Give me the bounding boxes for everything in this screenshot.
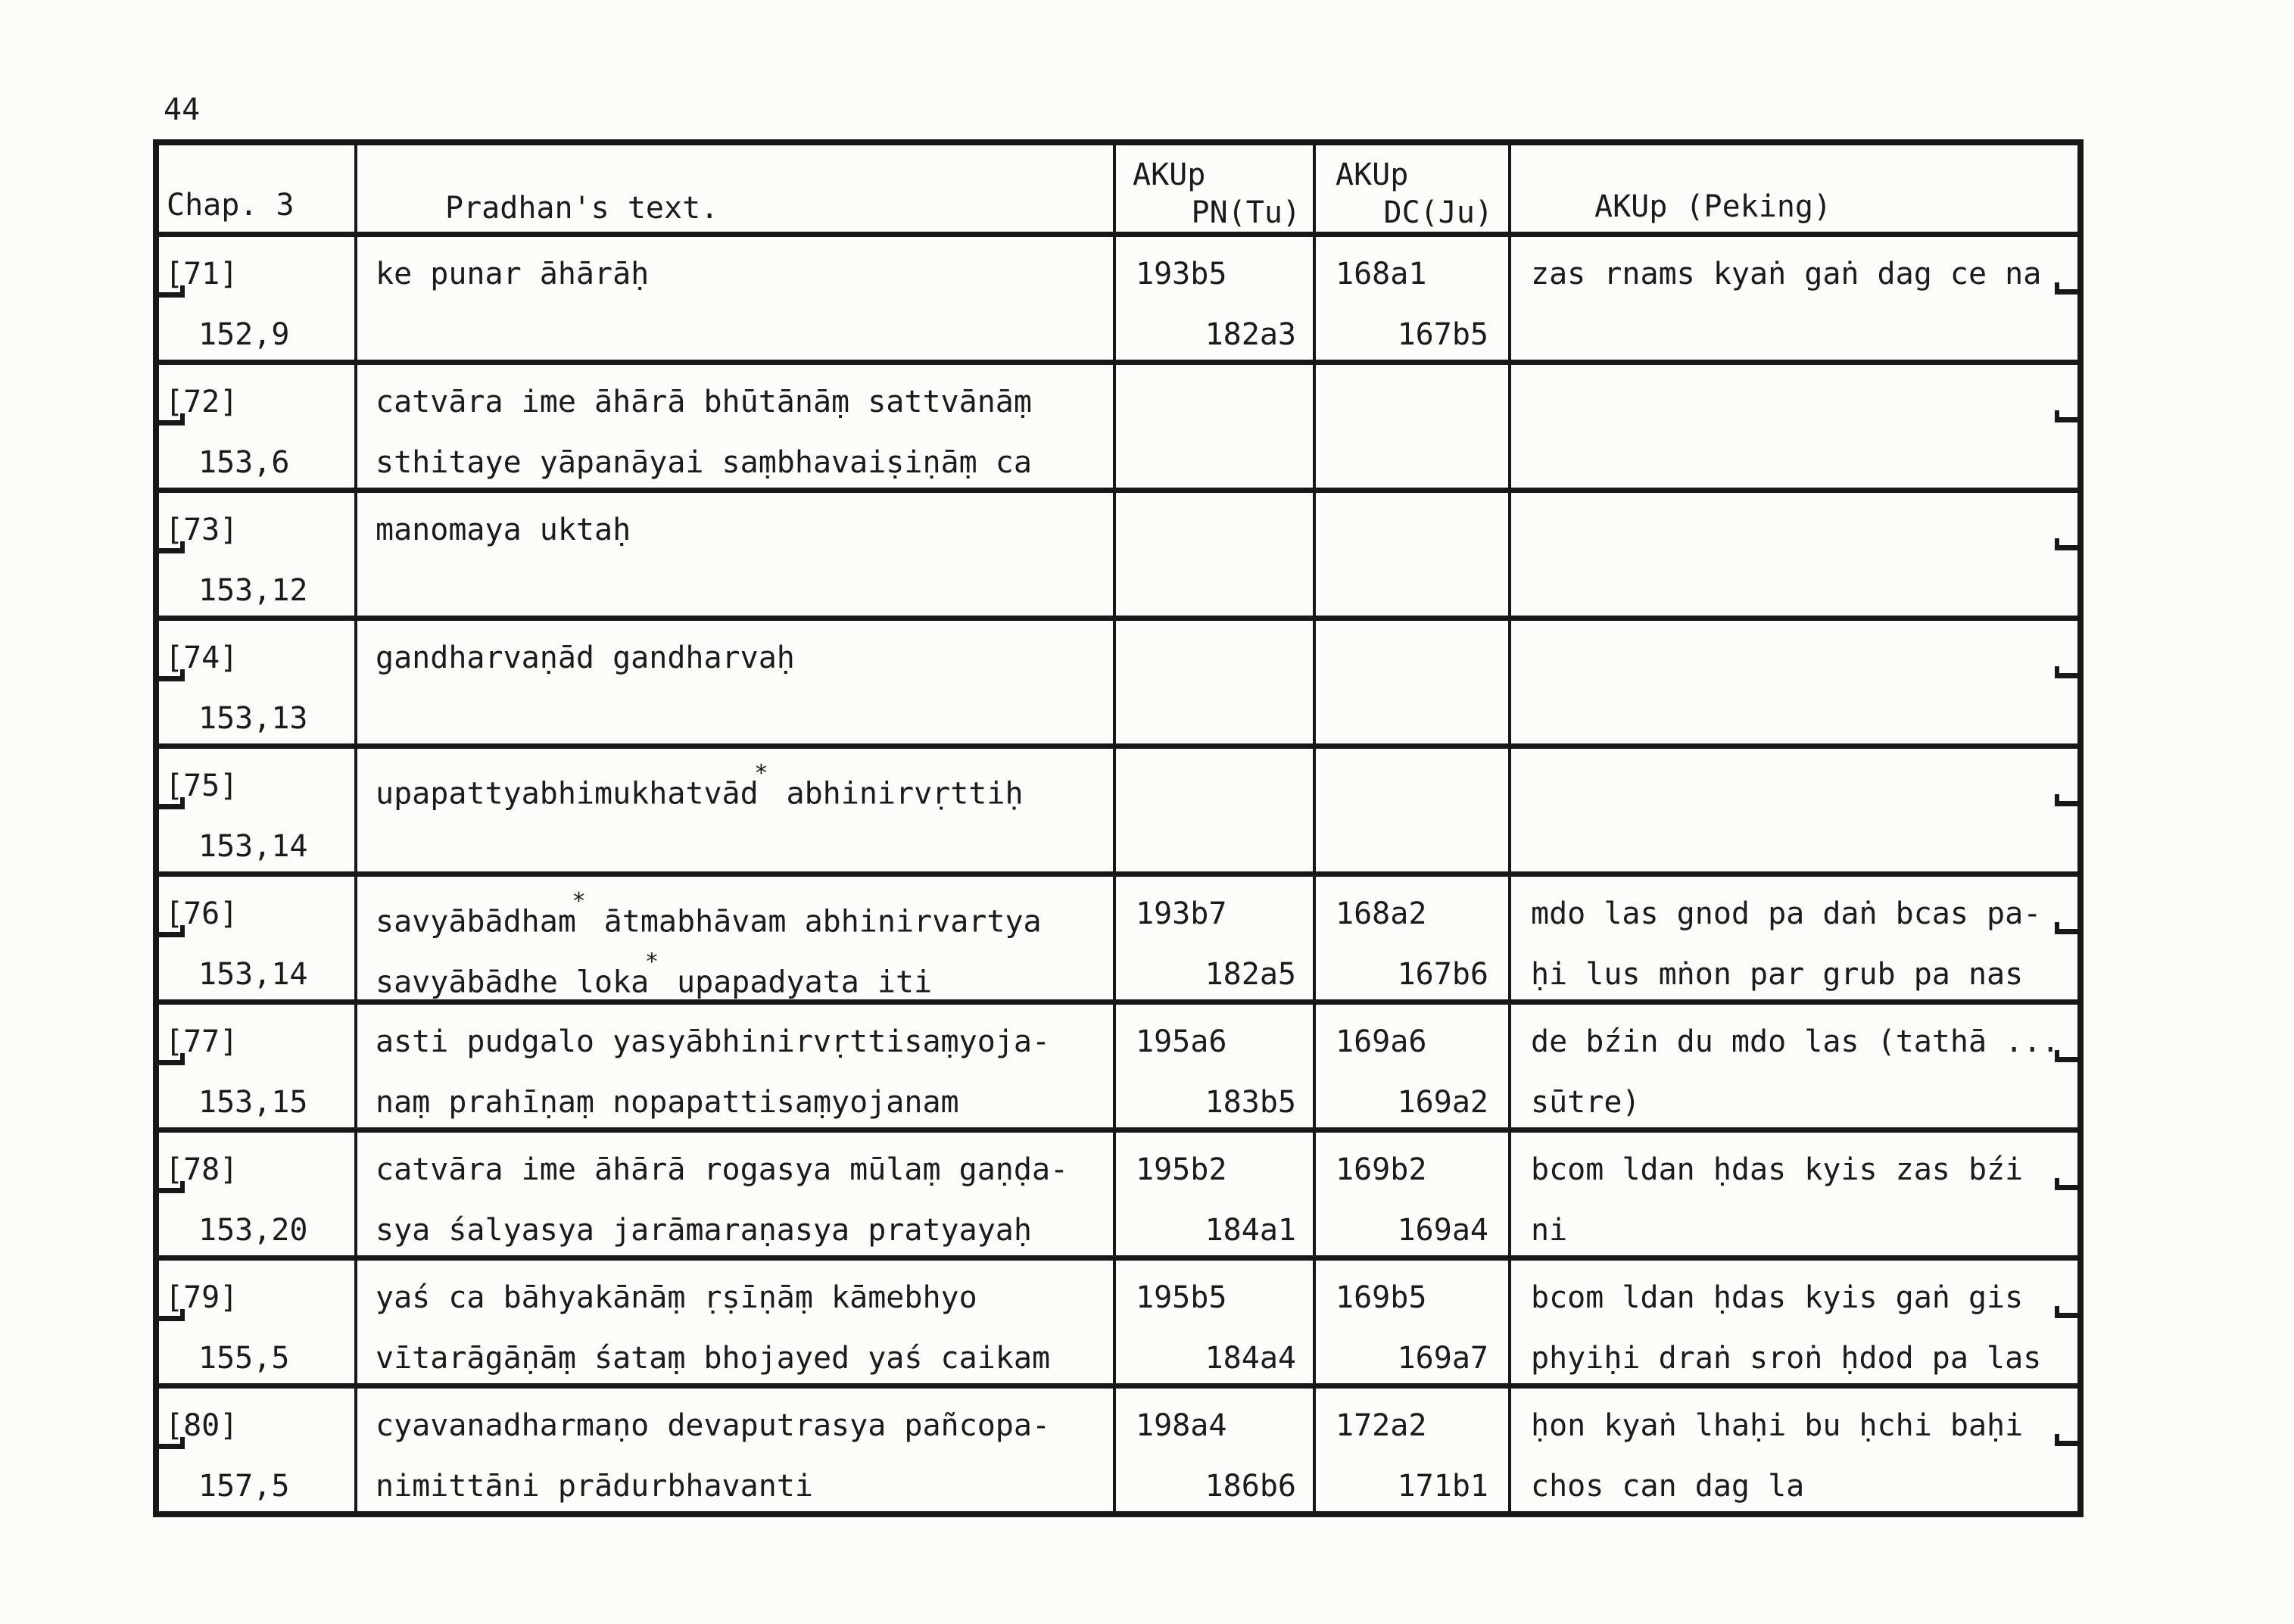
dc-cell bbox=[1313, 1133, 1508, 1255]
pn-cell bbox=[1113, 1133, 1313, 1255]
table-row bbox=[159, 616, 2077, 743]
chapter-cell bbox=[159, 621, 354, 743]
dc-cell bbox=[1313, 365, 1508, 488]
dc-cell bbox=[1313, 1005, 1508, 1127]
dc-folio-line2: 169a2 bbox=[1397, 1085, 1488, 1120]
half-bracket-right-icon bbox=[2055, 410, 2077, 422]
table-row bbox=[159, 1127, 2077, 1255]
peking-text-line1: bcom ldan ḥdas kyis zas bźi bbox=[1531, 1152, 2024, 1187]
dc-cell bbox=[1313, 493, 1508, 616]
pn-folio-line1: 193b5 bbox=[1136, 257, 1227, 291]
peking-text-line2: phyiḥi draṅ sroṅ ḥdod pa las bbox=[1531, 1341, 2042, 1376]
pradhan-text-line1: asti pudgalo yasyābhinirvṛttisaṃyoja- bbox=[376, 1024, 1051, 1059]
pradhan-text-line2: sya śalyasya jarāmaraṇasya pratyayaḥ bbox=[376, 1213, 1032, 1248]
half-bracket-right-icon bbox=[2055, 1306, 2077, 1318]
entry-number: [75] bbox=[165, 768, 238, 803]
dc-folio-line2: 167b6 bbox=[1397, 957, 1488, 992]
pradhan-text-line1: ke punar āhārāḥ bbox=[376, 257, 650, 291]
half-bracket-left-icon bbox=[159, 413, 185, 425]
peking-cell bbox=[1508, 493, 2077, 616]
entry-number: [77] bbox=[165, 1024, 238, 1059]
entry-number: [71] bbox=[165, 257, 238, 291]
pn-cell bbox=[1113, 1261, 1313, 1383]
pradhan-cell bbox=[354, 493, 1113, 616]
table-row bbox=[159, 999, 2077, 1127]
table-row bbox=[159, 871, 2077, 999]
pradhan-text-line2: vītarāgāṇāṃ śataṃ bhojayed yaś caikam bbox=[376, 1341, 1051, 1376]
chapter-page-line-ref: 153,12 bbox=[198, 573, 308, 608]
chapter-cell bbox=[159, 1133, 354, 1255]
pn-cell bbox=[1113, 621, 1313, 743]
pradhan-text-line1: gandharvaṇād gandharvaḥ bbox=[376, 641, 795, 675]
peking-cell bbox=[1508, 1389, 2077, 1511]
pn-folio-line2: 182a5 bbox=[1205, 957, 1296, 992]
chapter-cell bbox=[159, 493, 354, 616]
half-bracket-right-icon bbox=[2055, 1434, 2077, 1446]
chapter-cell bbox=[159, 1389, 354, 1511]
table-row bbox=[159, 488, 2077, 616]
half-bracket-left-icon bbox=[159, 1437, 185, 1449]
pn-cell bbox=[1113, 749, 1313, 871]
pradhan-text-line1: manomaya uktaḥ bbox=[376, 513, 631, 547]
peking-text-line1: de bźin du mdo las (tathā ... bbox=[1531, 1024, 2060, 1059]
entry-number: [74] bbox=[165, 641, 238, 675]
pradhan-text-line1: yaś ca bāhyakānāṃ ṛṣīṇāṃ kāmebhyo bbox=[376, 1280, 977, 1315]
peking-cell bbox=[1508, 1133, 2077, 1255]
pn-cell bbox=[1113, 1005, 1313, 1127]
pn-folio-line1: 193b7 bbox=[1136, 896, 1227, 931]
half-bracket-left-icon bbox=[159, 1309, 185, 1321]
entry-number: [80] bbox=[165, 1408, 238, 1443]
pradhan-cell bbox=[354, 621, 1113, 743]
dc-folio-line1: 169b5 bbox=[1336, 1280, 1427, 1315]
peking-text-line1: bcom ldan ḥdas kyis gaṅ gis bbox=[1531, 1280, 2024, 1315]
dc-cell bbox=[1313, 621, 1508, 743]
half-bracket-left-icon bbox=[159, 1053, 185, 1065]
half-bracket-right-icon bbox=[2055, 922, 2077, 934]
pn-folio-line1: 195b2 bbox=[1136, 1152, 1227, 1187]
pn-folio-line2: 182a3 bbox=[1205, 317, 1296, 352]
peking-text-line2: sūtre) bbox=[1531, 1085, 1641, 1120]
header-chapter-cell bbox=[159, 145, 354, 232]
chapter-page-line-ref: 153,15 bbox=[198, 1085, 308, 1120]
half-bracket-left-icon bbox=[159, 797, 185, 809]
header-pn-label-line1: AKUp bbox=[1133, 157, 1206, 192]
pn-cell bbox=[1113, 237, 1313, 360]
pn-folio-line1: 195b5 bbox=[1136, 1280, 1227, 1315]
pradhan-text-line1: catvāra ime āhārā bhūtānāṃ sattvānāṃ bbox=[376, 385, 1032, 419]
chapter-page-line-ref: 153,14 bbox=[198, 829, 308, 864]
chapter-cell bbox=[159, 1005, 354, 1127]
peking-text-line2: ḥi lus mṅon par grub pa nas bbox=[1531, 957, 2024, 992]
chapter-page-line-ref: 155,5 bbox=[198, 1341, 290, 1376]
dc-folio-line2: 171b1 bbox=[1397, 1469, 1488, 1504]
half-bracket-left-icon bbox=[159, 541, 185, 553]
header-chapter-label: Chap. 3 bbox=[167, 188, 295, 223]
pradhan-text-line1: cyavanadharmaṇo devaputrasya pañcopa- bbox=[376, 1408, 1051, 1443]
pn-folio-line2: 184a1 bbox=[1205, 1213, 1296, 1248]
peking-cell bbox=[1508, 365, 2077, 488]
half-bracket-right-icon bbox=[2055, 1050, 2077, 1062]
half-bracket-right-icon bbox=[2055, 794, 2077, 806]
header-pradhan-label: Pradhan's text. bbox=[445, 191, 719, 226]
chapter-page-line-ref: 153,13 bbox=[198, 701, 308, 736]
pradhan-cell bbox=[354, 365, 1113, 488]
table-row bbox=[159, 743, 2077, 871]
pradhan-text-line2: savyābādhe loka* upapadyata iti bbox=[376, 948, 933, 1000]
chapter-page-line-ref: 153,14 bbox=[198, 957, 308, 992]
pradhan-cell bbox=[354, 1005, 1113, 1127]
half-bracket-left-icon bbox=[159, 1181, 185, 1193]
peking-cell bbox=[1508, 749, 2077, 871]
pradhan-cell bbox=[354, 237, 1113, 360]
pn-folio-line2: 186b6 bbox=[1205, 1469, 1296, 1504]
pradhan-text-line1: upapattyabhimukhatvād* abhinirvṛttiḥ bbox=[376, 759, 1024, 812]
entry-number: [78] bbox=[165, 1152, 238, 1187]
dc-cell bbox=[1313, 237, 1508, 360]
peking-text-line2: ni bbox=[1531, 1213, 1568, 1248]
peking-text-line1: mdo las gnod pa daṅ bcas pa- bbox=[1531, 896, 2042, 931]
pn-folio-line2: 183b5 bbox=[1205, 1085, 1296, 1120]
pradhan-text-line2: sthitaye yāpanāyai saṃbhavaiṣiṇāṃ ca bbox=[376, 445, 1032, 480]
pradhan-text-line2: naṃ prahīṇaṃ nopapattisaṃyojanam bbox=[376, 1085, 959, 1120]
peking-cell bbox=[1508, 1261, 2077, 1383]
pn-folio-line1: 198a4 bbox=[1136, 1408, 1227, 1443]
header-dc-cell bbox=[1313, 145, 1508, 232]
dc-cell bbox=[1313, 1389, 1508, 1511]
header-pn-label-line2: PN(Tu) bbox=[1191, 195, 1301, 230]
peking-text-line2: chos can dag la bbox=[1531, 1469, 1805, 1504]
table-row bbox=[159, 232, 2077, 360]
dc-folio-line1: 172a2 bbox=[1336, 1408, 1427, 1443]
dc-folio-line2: 167b5 bbox=[1397, 317, 1488, 352]
table-header-row bbox=[159, 145, 2077, 232]
peking-cell bbox=[1508, 877, 2077, 999]
header-peking-label: AKUp (Peking) bbox=[1594, 189, 1832, 224]
pradhan-cell bbox=[354, 749, 1113, 871]
chapter-page-line-ref: 153,20 bbox=[198, 1213, 308, 1248]
pn-cell bbox=[1113, 493, 1313, 616]
pradhan-text-line1: savyābādham* ātmabhāvam abhinirvartya bbox=[376, 887, 1042, 940]
header-dc-label-line1: AKUp bbox=[1336, 157, 1409, 192]
pradhan-cell bbox=[354, 1261, 1113, 1383]
half-bracket-right-icon bbox=[2055, 282, 2077, 295]
concordance-table bbox=[153, 139, 2084, 1517]
dc-folio-line1: 168a2 bbox=[1336, 896, 1427, 931]
header-dc-label-line2: DC(Ju) bbox=[1383, 195, 1493, 230]
dc-folio-line2: 169a4 bbox=[1397, 1213, 1488, 1248]
page-number: 44 bbox=[164, 92, 201, 127]
dc-folio-line1: 169a6 bbox=[1336, 1024, 1427, 1059]
critical-asterisk-mark: * bbox=[644, 948, 659, 975]
peking-text-line1: ḥon kyaṅ lhaḥi bu ḥchi baḥi bbox=[1531, 1408, 2024, 1443]
dc-folio-line2: 169a7 bbox=[1397, 1341, 1488, 1376]
critical-asterisk-mark: * bbox=[572, 887, 586, 915]
peking-cell bbox=[1508, 621, 2077, 743]
pradhan-cell bbox=[354, 1133, 1113, 1255]
pn-folio-line2: 184a4 bbox=[1205, 1341, 1296, 1376]
pn-cell bbox=[1113, 1389, 1313, 1511]
chapter-page-line-ref: 152,9 bbox=[198, 317, 290, 352]
half-bracket-right-icon bbox=[2055, 666, 2077, 678]
table-row bbox=[159, 1255, 2077, 1383]
pradhan-cell bbox=[354, 877, 1113, 999]
half-bracket-left-icon bbox=[159, 669, 185, 681]
pn-cell bbox=[1113, 877, 1313, 999]
chapter-cell bbox=[159, 749, 354, 871]
pn-folio-line1: 195a6 bbox=[1136, 1024, 1227, 1059]
chapter-cell bbox=[159, 1261, 354, 1383]
peking-text-line1: zas rnams kyaṅ gaṅ dag ce na bbox=[1531, 257, 2042, 291]
chapter-cell bbox=[159, 237, 354, 360]
table-row bbox=[159, 1383, 2077, 1511]
header-pradhan-cell bbox=[354, 145, 1113, 232]
entry-number: [72] bbox=[165, 385, 238, 419]
entry-number: [79] bbox=[165, 1280, 238, 1315]
critical-asterisk-mark: * bbox=[754, 759, 768, 787]
half-bracket-left-icon bbox=[159, 285, 185, 298]
table-row bbox=[159, 360, 2077, 488]
dc-folio-line1: 168a1 bbox=[1336, 257, 1427, 291]
peking-cell bbox=[1508, 237, 2077, 360]
half-bracket-right-icon bbox=[2055, 1178, 2077, 1190]
dc-cell bbox=[1313, 749, 1508, 871]
half-bracket-left-icon bbox=[159, 925, 185, 937]
peking-cell bbox=[1508, 1005, 2077, 1127]
dc-cell bbox=[1313, 877, 1508, 999]
chapter-cell bbox=[159, 877, 354, 999]
pradhan-text-line1: catvāra ime āhārā rogasya mūlaṃ gaṇḍa- bbox=[376, 1152, 1069, 1187]
chapter-page-line-ref: 153,6 bbox=[198, 445, 290, 480]
half-bracket-right-icon bbox=[2055, 538, 2077, 550]
chapter-cell bbox=[159, 365, 354, 488]
pn-cell bbox=[1113, 365, 1313, 488]
header-pn-cell bbox=[1113, 145, 1313, 232]
pradhan-cell bbox=[354, 1389, 1113, 1511]
header-peking-cell bbox=[1508, 145, 2077, 232]
dc-folio-line1: 169b2 bbox=[1336, 1152, 1427, 1187]
dc-cell bbox=[1313, 1261, 1508, 1383]
entry-number: [76] bbox=[165, 896, 238, 931]
chapter-page-line-ref: 157,5 bbox=[198, 1469, 290, 1504]
entry-number: [73] bbox=[165, 513, 238, 547]
pradhan-text-line2: nimittāni prādurbhavanti bbox=[376, 1469, 813, 1504]
